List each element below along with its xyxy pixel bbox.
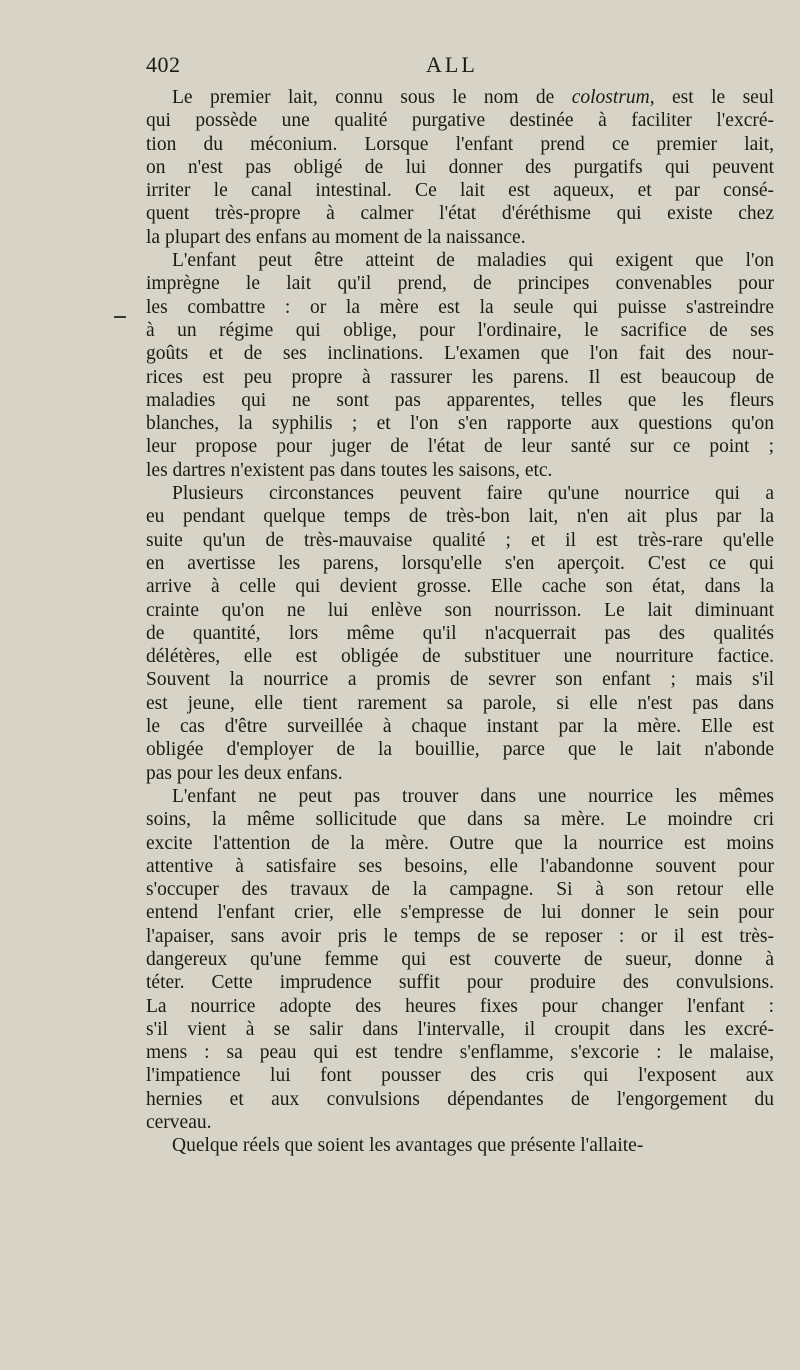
text-line: imprègne le lait qu'il prend, de principes convenables pour: [146, 273, 774, 295]
text-segment: Le premier lait, connu sous le nom de: [172, 87, 572, 108]
text-line: le cas d'être surveillée à chaque instant par la mère. Elle est: [146, 716, 774, 738]
paragraph: [146, 785, 774, 1134]
italic-term: colostrum: [571, 87, 650, 108]
text-line: eu pendant quelque temps de très-bon lait, n'en ait plus par la: [146, 506, 774, 528]
text-line: la plupart des enfans au moment de la naissance.: [146, 226, 526, 248]
text-line: en avertisse les parens, lorsqu'elle s'en aperçoit. C'est ce qui: [146, 552, 774, 574]
text-line: L'enfant peut être atteint de maladies qui exigent que l'on: [172, 250, 774, 272]
text-line: l'apaiser, sans avoir pris le temps de se reposer : or il est très-: [146, 925, 774, 947]
text-line: on n'est pas obligé de lui donner des purgatifs qui peuvent: [146, 156, 774, 178]
text-line: rices est peu propre à rassurer les parens. Il est beaucoup de: [146, 366, 774, 388]
text-line: dangereux qu'une femme qui est couverte de sueur, donne à: [146, 948, 774, 970]
text-line: à un régime qui oblige, pour l'ordinaire, le sacrifice de ses: [146, 319, 774, 341]
text-line: Plusieurs circonstances peuvent faire qu'une nourrice qui a: [172, 483, 774, 505]
text-line: soins, la même sollicitude que dans sa mère. Le moindre cri: [146, 809, 774, 831]
text-line: cerveau.: [146, 1112, 212, 1134]
text-line: tion du méconium. Lorsque l'enfant prend ce premier lait,: [146, 133, 774, 155]
text-line: est jeune, elle tient rarement sa parole, si elle n'est pas dans: [146, 692, 774, 714]
text-line: s'il vient à se salir dans l'intervalle, il croupit dans les excré-: [146, 1018, 774, 1040]
text-line: arrive à celle qui devient grosse. Elle cache son état, dans la: [146, 576, 774, 598]
page-number: 402: [146, 52, 181, 77]
margin-dash-mark: [114, 316, 126, 318]
text-line: irriter le canal intestinal. Ce lait est aqueux, et par consé-: [146, 180, 774, 202]
text-line: blanches, la syphilis ; et l'on s'en rapporte aux questions qu'on: [146, 413, 774, 435]
text-line: s'occuper des travaux de la campagne. Si à son retour elle: [146, 879, 774, 901]
text-line: quent très-propre à calmer l'état d'éréthisme qui existe chez: [146, 203, 774, 225]
text-line: goûts et de ses inclinations. L'examen que l'on fait des nour-: [146, 343, 774, 365]
text-line: excite l'attention de la mère. Outre que la nourrice est moins: [146, 832, 774, 854]
paragraph: [146, 482, 774, 785]
text-line: maladies qui ne sont pas apparentes, telles que les fleurs: [146, 389, 774, 411]
paragraph: [146, 86, 774, 249]
text-line: délétères, elle est obligée de substituer une nourriture factice.: [146, 646, 774, 668]
text-line: La nourrice adopte des heures fixes pour changer l'enfant :: [146, 995, 774, 1017]
text-line: les combattre : or la mère est la seule qui puisse s'astreindre: [146, 296, 774, 318]
text-line: attentive à satisfaire ses besoins, elle l'abandonne souvent pour: [146, 855, 774, 877]
text-line: Quelque réels que soient les avantages que présente l'allaite-: [172, 1135, 644, 1157]
body-text: [146, 86, 774, 1158]
text-line: Souvent la nourrice a promis de sevrer son enfant ; mais s'il: [146, 669, 774, 691]
text-line: pas pour les deux enfans.: [146, 762, 343, 784]
running-head: [146, 50, 776, 84]
paragraph: [146, 1134, 774, 1157]
text-line: de quantité, lors même qu'il n'acquerrait pas des qualités: [146, 622, 774, 644]
text-line: obligée d'employer de la bouillie, parce que le lait n'abonde: [146, 739, 774, 761]
text-line: mens : sa peau qui est tendre s'enflamme, s'excorie : le malaise,: [146, 1042, 774, 1064]
text-line: les dartres n'existent pas dans toutes les saisons, etc.: [146, 459, 553, 481]
text-line: l'impatience lui font pousser des cris qui l'exposent aux: [146, 1065, 774, 1087]
text-line: L'enfant ne peut pas trouver dans une nourrice les mêmes: [172, 785, 774, 807]
text-segment: , est le seul: [649, 87, 774, 108]
text-line: téter. Cette imprudence suffit pour produire des convulsions.: [146, 972, 774, 994]
text-line: suite qu'un de très-mauvaise qualité ; et il est très-rare qu'elle: [146, 529, 774, 551]
paragraph: [146, 249, 774, 482]
text-line: hernies et aux convulsions dépendantes de l'engorgement du: [146, 1088, 774, 1110]
text-line: entend l'enfant crier, elle s'empresse de lui donner le sein pour: [146, 902, 774, 924]
text-line: [146, 86, 774, 109]
text-line: leur propose pour juger de l'état de leur santé sur ce point ;: [146, 436, 774, 458]
text-line: qui possède une qualité purgative destinée à faciliter l'excré-: [146, 110, 774, 132]
text-line: crainte qu'on ne lui enlève son nourrisson. Le lait diminuant: [146, 599, 774, 621]
running-title: ALL: [426, 52, 478, 77]
